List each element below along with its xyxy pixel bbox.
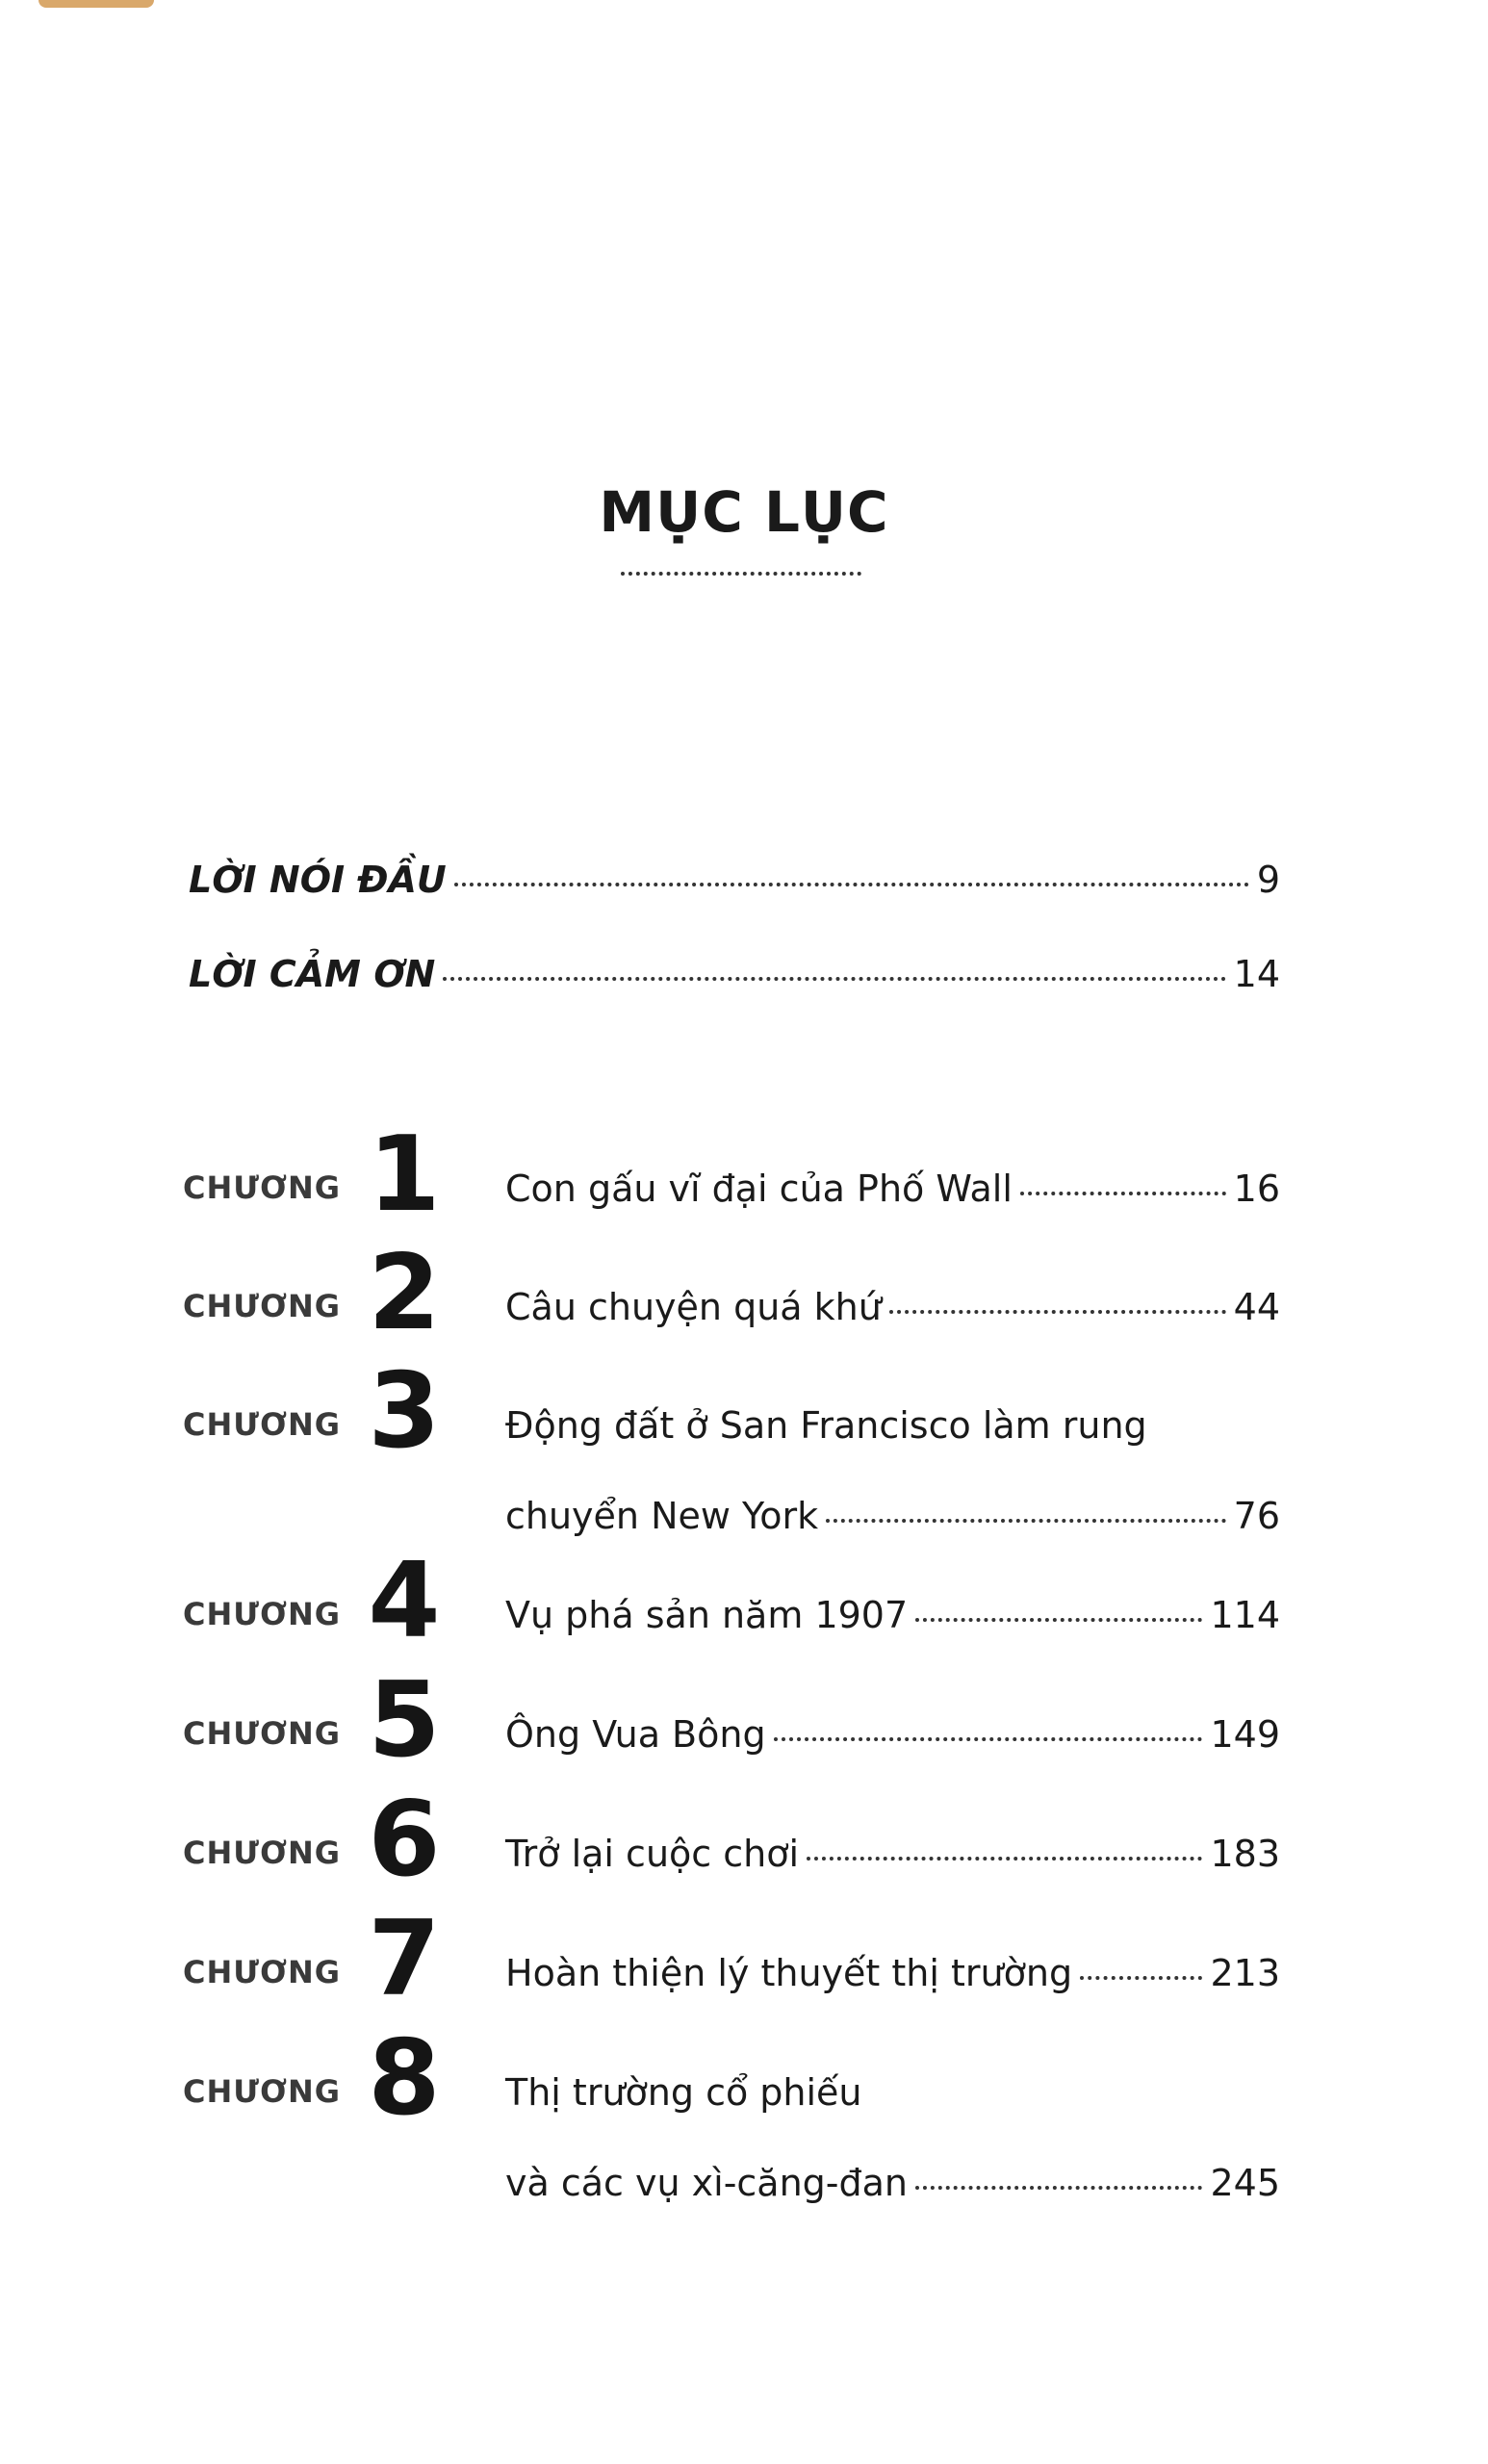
toc-entry-label: LỜI CẢM ƠN bbox=[189, 953, 436, 995]
chapter-number: 3 bbox=[368, 1351, 441, 1472]
chapter-text bbox=[505, 1586, 1280, 1644]
dot-leader bbox=[774, 1737, 1203, 1741]
chapter-title: Trở lại cuộc chơi bbox=[505, 1833, 800, 1875]
chapter-title-line-2: chuyển New York bbox=[505, 1495, 819, 1537]
chapter-text bbox=[505, 1825, 1280, 1883]
chapter-text bbox=[505, 1278, 1280, 1336]
toc-page-number: 114 bbox=[1210, 1594, 1280, 1636]
toc-page-number: 245 bbox=[1210, 2162, 1280, 2204]
chapter-word: CHƯƠNG bbox=[183, 2073, 341, 2110]
dot-leader bbox=[889, 1310, 1226, 1314]
chapter-number: 6 bbox=[368, 1780, 441, 1900]
toc-page-number: 14 bbox=[1233, 953, 1280, 995]
toc-page-number: 213 bbox=[1210, 1952, 1280, 1994]
chapter-word: CHƯƠNG bbox=[183, 1596, 341, 1632]
chapter-text bbox=[505, 1706, 1280, 1763]
chapter-text bbox=[505, 1944, 1280, 2002]
chapter-title: Câu chuyện quá khứ bbox=[505, 1286, 882, 1328]
dot-leader bbox=[443, 977, 1225, 981]
toc-chapter-8[interactable] bbox=[183, 2018, 1280, 2237]
chapter-text bbox=[505, 1160, 1280, 1218]
chapter-title: Hoàn thiện lý thuyết thị trường bbox=[505, 1952, 1073, 1994]
chapter-title-line-1: Thị trường cổ phiếu bbox=[505, 2071, 862, 2114]
chapter-title-line-1: Động đất ở San Francisco làm rung bbox=[505, 1404, 1147, 1447]
page-title: MỤC LỤC bbox=[599, 479, 889, 545]
toc-chapter-5[interactable] bbox=[183, 1660, 1280, 1802]
chapter-number: 5 bbox=[368, 1660, 441, 1781]
chapter-title-line-2: và các vụ xì-căng-đan bbox=[505, 2162, 908, 2204]
toc-entry-acknowledgements[interactable] bbox=[189, 953, 1280, 995]
toc-chapter-7[interactable] bbox=[183, 1899, 1280, 2040]
chapter-word: CHƯƠNG bbox=[183, 1835, 341, 1871]
toc-chapter-2[interactable] bbox=[183, 1233, 1280, 1374]
toc-chapter-6[interactable] bbox=[183, 1780, 1280, 1921]
chapter-number: 4 bbox=[368, 1541, 441, 1661]
chapter-number: 1 bbox=[368, 1115, 441, 1235]
dot-leader bbox=[915, 1618, 1202, 1622]
toc-page-number: 44 bbox=[1233, 1286, 1280, 1328]
dot-leader bbox=[1020, 1192, 1226, 1195]
toc-entry-label: LỜI NÓI ĐẦU bbox=[189, 859, 447, 901]
chapter-title: Vụ phá sản năm 1907 bbox=[505, 1594, 909, 1636]
scan-edge-mark bbox=[38, 0, 154, 8]
dot-leader bbox=[807, 1857, 1202, 1861]
chapter-word: CHƯƠNG bbox=[183, 1169, 341, 1206]
toc-page-number: 183 bbox=[1210, 1833, 1280, 1875]
toc-page-number: 149 bbox=[1210, 1713, 1280, 1756]
chapter-number: 2 bbox=[368, 1233, 441, 1353]
chapter-word: CHƯƠNG bbox=[183, 1715, 341, 1752]
toc-page-number: 16 bbox=[1233, 1168, 1280, 1210]
toc-chapter-3[interactable] bbox=[183, 1351, 1280, 1570]
dot-leader bbox=[826, 1519, 1226, 1523]
chapter-title: Con gấu vĩ đại của Phố Wall bbox=[505, 1168, 1013, 1210]
dot-leader bbox=[1080, 1976, 1202, 1980]
chapter-word: CHƯƠNG bbox=[183, 1288, 341, 1324]
dot-leader bbox=[454, 883, 1249, 886]
dot-leader bbox=[915, 2186, 1202, 2190]
toc-page-number: 9 bbox=[1256, 859, 1280, 901]
chapter-word: CHƯƠNG bbox=[183, 1406, 341, 1443]
toc-chapter-4[interactable] bbox=[183, 1541, 1280, 1682]
title-dotted-rule bbox=[621, 572, 861, 576]
chapter-word: CHƯƠNG bbox=[183, 1954, 341, 1990]
toc-entry-preface[interactable] bbox=[189, 859, 1280, 901]
chapter-title: Ông Vua Bông bbox=[505, 1713, 766, 1756]
chapter-text bbox=[505, 2064, 1280, 2212]
chapter-number: 7 bbox=[368, 1899, 441, 2019]
toc-page-number: 76 bbox=[1233, 1495, 1280, 1537]
chapter-text bbox=[505, 1397, 1280, 1545]
toc-chapter-1[interactable] bbox=[183, 1115, 1280, 1256]
chapter-number: 8 bbox=[368, 2018, 441, 2139]
